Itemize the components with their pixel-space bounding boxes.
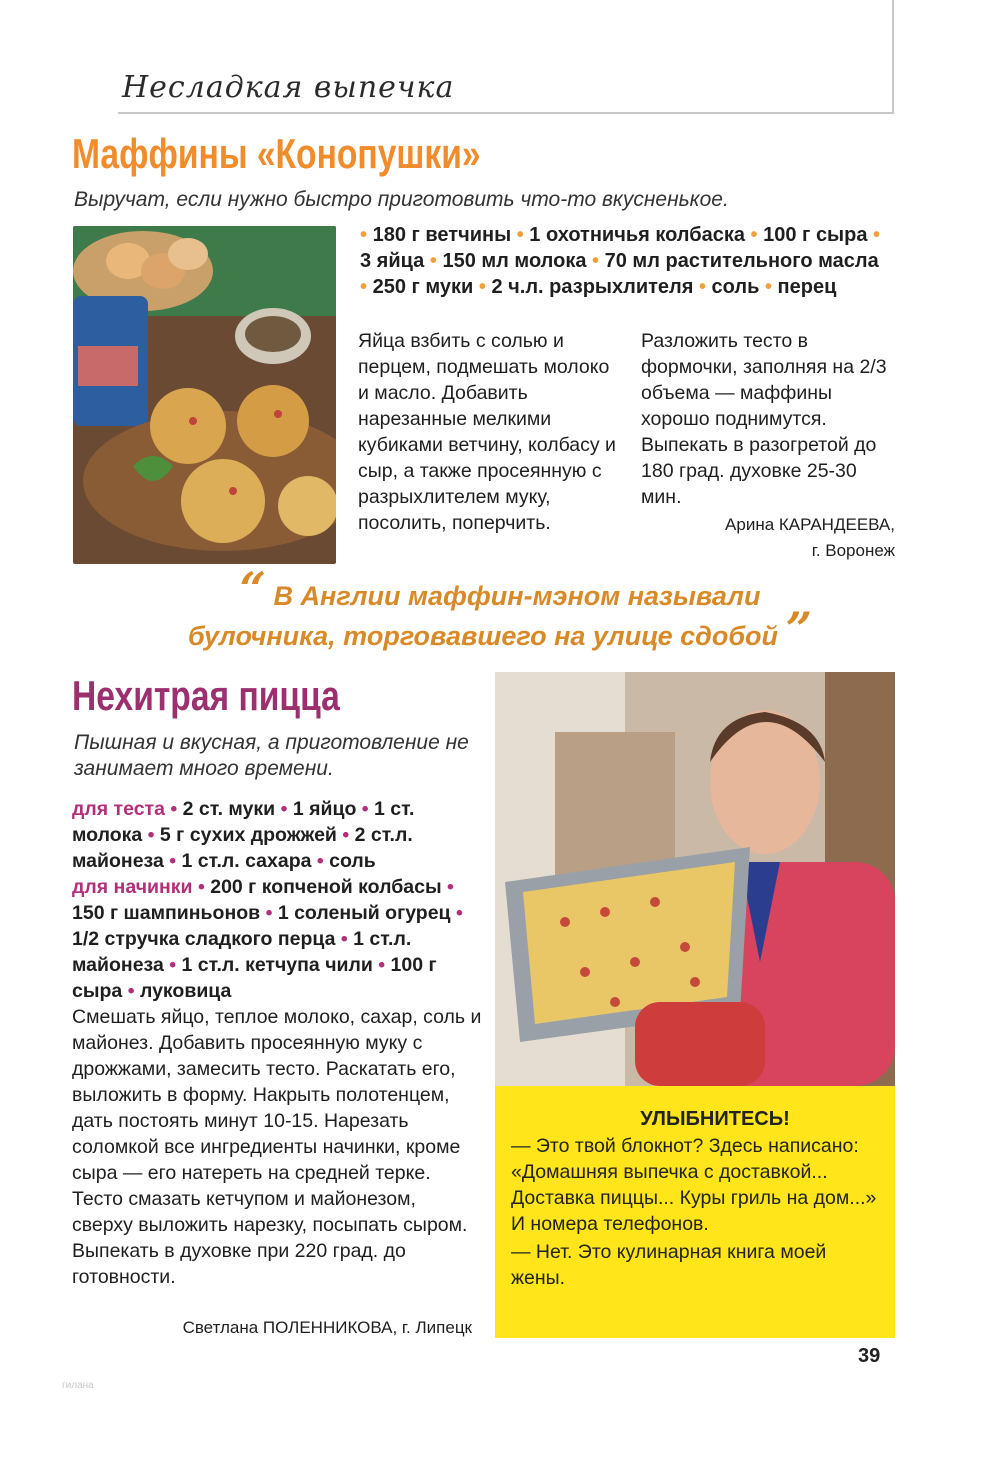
recipe1-steps-col2: Разложить тесто в формочки, заполняя на 2/3 объема — маффины хорошо поднимутся. Выпекать в разогретой до 180 град. духовке 25-30 мин. (641, 330, 887, 508)
header-vertical-rule (892, 0, 894, 114)
recipe1-title: Маффины «Конопушки» (72, 130, 481, 177)
ingredient: 2 ст.л. майонеза (72, 824, 413, 872)
ingredient: 1 охотничья колбаска (529, 224, 745, 246)
ingredient: соль (711, 276, 760, 298)
recipe2-author: Светлана ПОЛЕННИКОВА, г. Липецк (182, 1318, 472, 1337)
joke-line1: — Это твой блокнот? Здесь написано: «Домашняя выпечка с доставкой... Доставка пиццы... Куры гриль на дом...» И номера телефонов. (511, 1135, 877, 1235)
ingredient: 200 г копченой колбасы (210, 876, 442, 898)
recipe1-steps-col1: Яйца взбить с солью и перцем, подмешать молоко и масло. Добавить нарезанные мелкими кубиками ветчину, колбасу и сыр, а также просеянную с разрыхлителем муку, посолить, поперчить. (358, 330, 616, 534)
ingredient: 100 г сыра (72, 954, 437, 1002)
ingredient: 2 ч.л. разрыхлителя (491, 276, 694, 298)
ingredient: 1 ст.л. кетчупа чили (181, 954, 373, 976)
ingredient: 2 ст. муки (182, 798, 276, 820)
section-title: Несладкая выпечка (122, 70, 455, 105)
filling-label: для начинки (72, 876, 193, 898)
author-city: г. Воронеж (811, 541, 895, 560)
recipe1-ingredients: • 180 г ветчины • 1 охотничья колбаска • 100 г сыра • 3 яйца • 150 мл молока • 70 мл растительного масла • 250 г муки • 2 ч.л. разрыхлителя • соль • перец (360, 224, 881, 298)
ingredient: 150 г шампиньонов (72, 902, 261, 924)
quote-line1: В Англии маффин-мэном называли (273, 581, 761, 611)
joke-line2: — Нет. Это кулинарная книга моей жены. (511, 1241, 827, 1289)
ingredient: 1 соленый огурец (277, 902, 451, 924)
recipe1-author (640, 512, 895, 564)
quote-line2: булочника, торговавшего на улице сдобой (187, 621, 779, 651)
ingredient: 1 ст. молока (72, 798, 415, 846)
pizza-photo (495, 672, 895, 1086)
joke-box (495, 1086, 895, 1338)
ingredient: 1 ст.л. сахара (181, 850, 312, 872)
header-horizontal-rule (118, 112, 894, 114)
ingredient: 100 г сыра (763, 224, 868, 246)
ingredient: 180 г ветчины (372, 224, 512, 246)
recipe2-subtitle: Пышная и вкусная, а приготовление не занимает много времени. (74, 731, 469, 780)
ingredient: 250 г муки (372, 276, 474, 298)
joke-title: УЛЫБНИТЕСЬ! (640, 1108, 790, 1130)
ingredient: перец (777, 276, 837, 298)
author-name: Арина КАРАНДЕЕВА, (725, 515, 895, 534)
ingredient: 1 ст.л. майонеза (72, 928, 412, 976)
ingredient: 3 яйца (360, 250, 425, 272)
recipe1-subtitle: Выручат, если нужно быстро приготовить что-то вкусненькое. (74, 188, 729, 211)
watermark: гилана (62, 1380, 94, 1391)
ingredient: соль (329, 850, 376, 872)
ingredient: 1 яйцо (292, 798, 357, 820)
muffins-photo (73, 226, 336, 564)
recipe2-steps: Смешать яйцо, теплое молоко, сахар, соль и майонез. Добавить просеянную муку с дрожжами, замесить тесто. Раскатать его, выложить в форму. Накрыть полотенцем, дать постоять минут 10-15. Нарезать соломкой все ингредиенты начинки, кроме сыра — его натереть на средней терке. Тесто смазать кетчупом и майонезом, сверху выложить нарезку, посыпать сыром. Выпекать в духовке при 220 град. до готовности. (72, 1006, 482, 1288)
ingredient: 70 мл растительного масла (604, 250, 879, 272)
ingredient: 5 г сухих дрожжей (159, 824, 337, 846)
page-number: 39 (858, 1345, 881, 1367)
recipe2-title: Нехитрая пицца (72, 672, 340, 719)
dough-label: для теста (72, 798, 165, 820)
close-quote-icon: ” (785, 602, 813, 656)
ingredient: 150 мл молока (442, 250, 587, 272)
recipe2-ingredients: для теста • 2 ст. муки • 1 яйцо • 1 ст. молока • 5 г сухих дрожжей • 2 ст.л. майонеза • 1 ст.л. сахара • соль для начинки • 200 г копченой колбасы • 150 г шампиньонов • 1 соленый огурец • 1/2 стручка сладкого перца • 1 ст.л. майонеза • 1 ст.л. кетчупа чили • 100 г сыра • луковица (72, 798, 463, 1002)
ingredient: 1/2 стручка сладкого перца (72, 928, 336, 950)
ingredient: луковица (139, 980, 232, 1002)
open-quote-icon: “ (239, 562, 266, 616)
pull-quote (150, 562, 850, 656)
